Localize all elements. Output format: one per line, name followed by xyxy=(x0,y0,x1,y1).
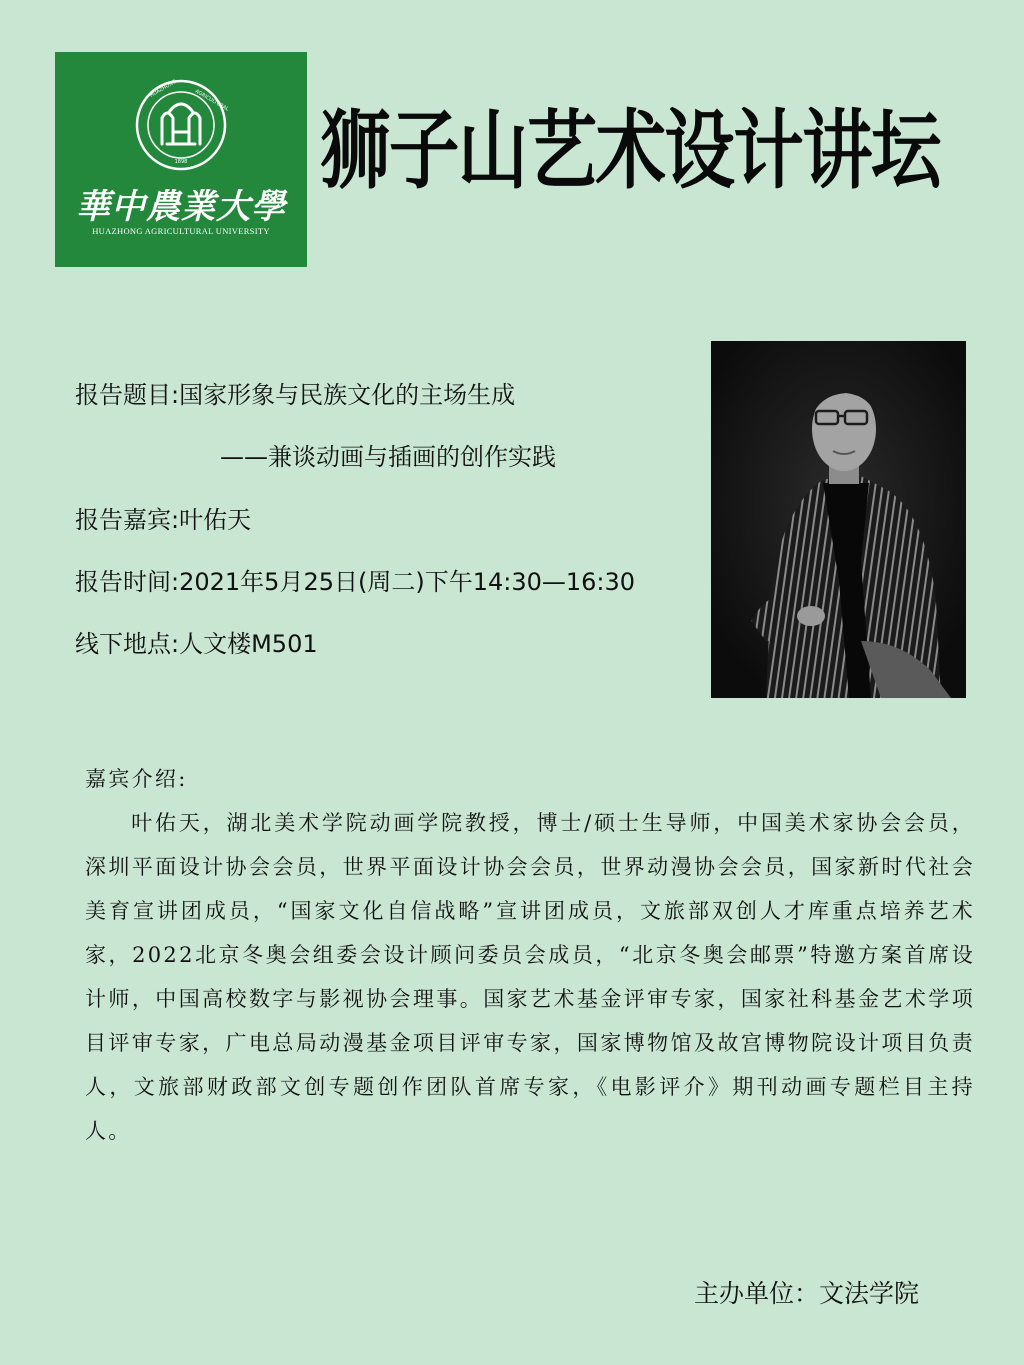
report-guest-line xyxy=(75,500,251,535)
svg-text:AGRICULTURAL: AGRICULTURAL xyxy=(194,88,230,113)
report-subtitle: ——兼谈动画与插画的创作实践 xyxy=(220,443,556,471)
guest-label: 报告嘉宾: xyxy=(75,506,180,534)
page-title: 狮子山艺术设计讲坛 xyxy=(320,101,940,201)
guest-portrait-image xyxy=(711,341,966,698)
bio-heading: 嘉宾介绍: xyxy=(85,767,188,791)
university-name-cn: 華中農業大學 xyxy=(76,187,286,227)
topic-value: 国家形象与民族文化的主场生成 xyxy=(179,381,516,409)
organizer: 主办单位：文法学院 xyxy=(694,1279,920,1308)
bio-text: 叶佑天，湖北美术学院动画学院教授，博士/硕士生导师，中国美术家协会会员，深圳平面设计协会会员，世界平面设计协会会员，世界动漫协会会员，国家新时代社会美育宣讲团成员，“国家文化自信战略”宣讲团成员，文旅部双创人才库重点培养艺术家，2022北京冬奥会组委会设计顾问委员会成员，“北京冬奥会邮票”特邀方案首席设计师，中国高校数字与影视协会理事。国家艺术基金评审专家，国家社科基金艺术学项目评审专家，广电总局动漫基金项目评审专家，国家博物馆及故宫博物院设计项目负责人，文旅部财政部文创专题创作团队首席专家，《电影评介》期刊动画专题栏目主持人。 xyxy=(85,811,975,1143)
location-label: 线下地点: xyxy=(75,630,180,658)
svg-text:1898: 1898 xyxy=(174,159,188,165)
topic-label: 报告题目: xyxy=(75,381,180,409)
time-value: 2021年5月25日(周二)下午14:30—16:30 xyxy=(179,568,636,596)
report-location-line xyxy=(75,624,318,659)
time-label: 报告时间: xyxy=(75,568,180,596)
report-time-line xyxy=(75,562,635,597)
university-name-en: HUAZHONG AGRICULTURAL UNIVERSITY xyxy=(92,226,270,236)
report-topic-line xyxy=(75,375,515,410)
guest-photo xyxy=(711,341,966,698)
guest-bio xyxy=(85,757,975,1153)
university-logo xyxy=(55,52,307,267)
location-value: 人文楼M501 xyxy=(179,630,318,658)
guest-value: 叶佑天 xyxy=(179,506,252,534)
svg-text:HUAZHONG: HUAZHONG xyxy=(149,78,178,99)
